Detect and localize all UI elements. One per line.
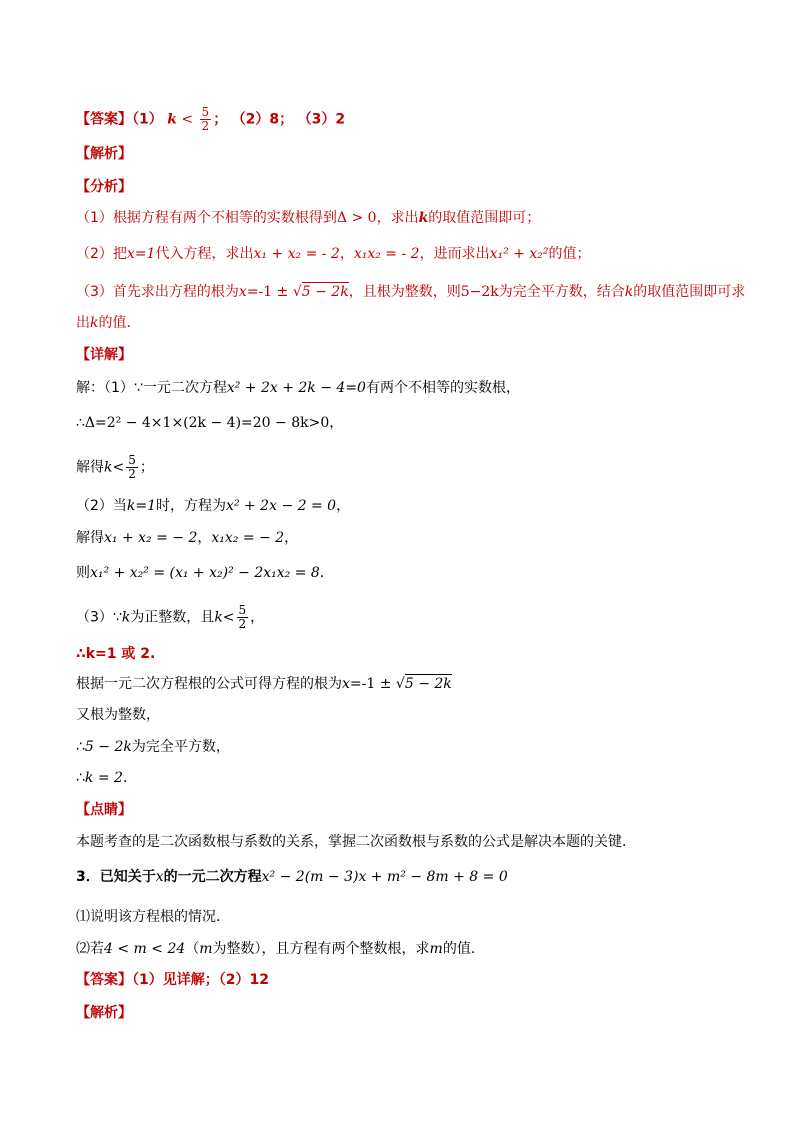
fenxi-line-3: （3）首先求出方程的根为x=-1 ± √5 − 2k，且根为整数，则5−2k为完全平方数，结合k的取值范围即可求	[76, 284, 746, 300]
solution-line-5: 解得x₁ + x₂ = − 2，x₁x₂ = − 2，	[76, 530, 299, 546]
answer-line-2: 【答案】（1）见详解；（2）12	[76, 972, 269, 988]
dianjing-tag: 【点睛】	[76, 802, 132, 818]
analysis-tag-2: 【解析】	[76, 1005, 132, 1021]
fenxi-line-4: 出k的值．	[76, 315, 141, 331]
fraction-five-halves: $\frac{5}{2}$	[238, 603, 247, 631]
analysis-tag: 【解析】	[76, 146, 132, 162]
question-3-part-1: ⑴说明该方程根的情况．	[76, 909, 230, 925]
solution-line-1: 解：（1）∵一元二次方程x² + 2x + 2k − 4=0有两个不相等的实数根，	[76, 380, 520, 396]
solution-line-3: 解得k< $\frac{5}{2}$ ；	[76, 453, 154, 481]
fenxi-line-1: （1）根据方程有两个不相等的实数根得到Δ > 0，求出k的取值范围即可；	[76, 210, 541, 226]
answer-tag: 【答案】	[76, 972, 132, 988]
answer-tag: 【答案】	[76, 111, 132, 128]
radicand: 5 − 2k	[301, 284, 349, 300]
solution-line-6: 则x₁² + x₂² = (x₁ + x₂)² − 2x₁x₂ = 8．	[76, 565, 334, 581]
answer-line-1: 【答案】（1） k < $\frac{5}{2}$ ； （2）8； （3）2	[76, 105, 346, 133]
xiangjie-tag: 【详解】	[76, 347, 132, 363]
fenxi-line-2: （2）把x=1代入方程，求出x₁ + x₂ = - 2，x₁x₂ = - 2，进而求出x₁² + x₂²的值；	[76, 246, 591, 262]
fenxi-tag: 【分析】	[76, 179, 132, 195]
solution-line-10: 又根为整数，	[76, 707, 160, 723]
question-3-part-2: ⑵若4 < m < 24（m为整数），且方程有两个整数根，求m的值．	[76, 941, 485, 957]
fraction-five-halves: $\frac{5}{2}$	[201, 105, 210, 133]
solution-line-4: （2）当k=1时，方程为x² + 2x − 2 = 0，	[76, 498, 351, 514]
solution-line-9: 根据一元二次方程根的公式可得方程的根为x=-1 ± √5 − 2k	[76, 676, 452, 692]
dianjing-text: 本题考查的是二次函数根与系数的关系，掌握二次函数根与系数的公式是解决本题的关键．	[76, 834, 636, 850]
solution-line-8: ∴k=1 或 2.	[76, 646, 156, 662]
radicand: 5 − 2k	[404, 676, 452, 692]
solution-line-2: ∴Δ=2² − 4×1×(2k − 4)=20 − 8k>0，	[76, 415, 344, 431]
question-3: 3．已知关于x的一元二次方程x² − 2(m − 3)x + m² − 8m + 8 = 0	[76, 869, 508, 885]
fraction-five-halves: $\frac{5}{2}$	[128, 453, 136, 481]
solution-line-7: （3）∵k为正整数，且k< $\frac{5}{2}$ ，	[76, 603, 265, 631]
solution-line-11: ∴5 − 2k为完全平方数，	[76, 739, 230, 755]
solution-line-12: ∴k = 2．	[76, 770, 137, 786]
